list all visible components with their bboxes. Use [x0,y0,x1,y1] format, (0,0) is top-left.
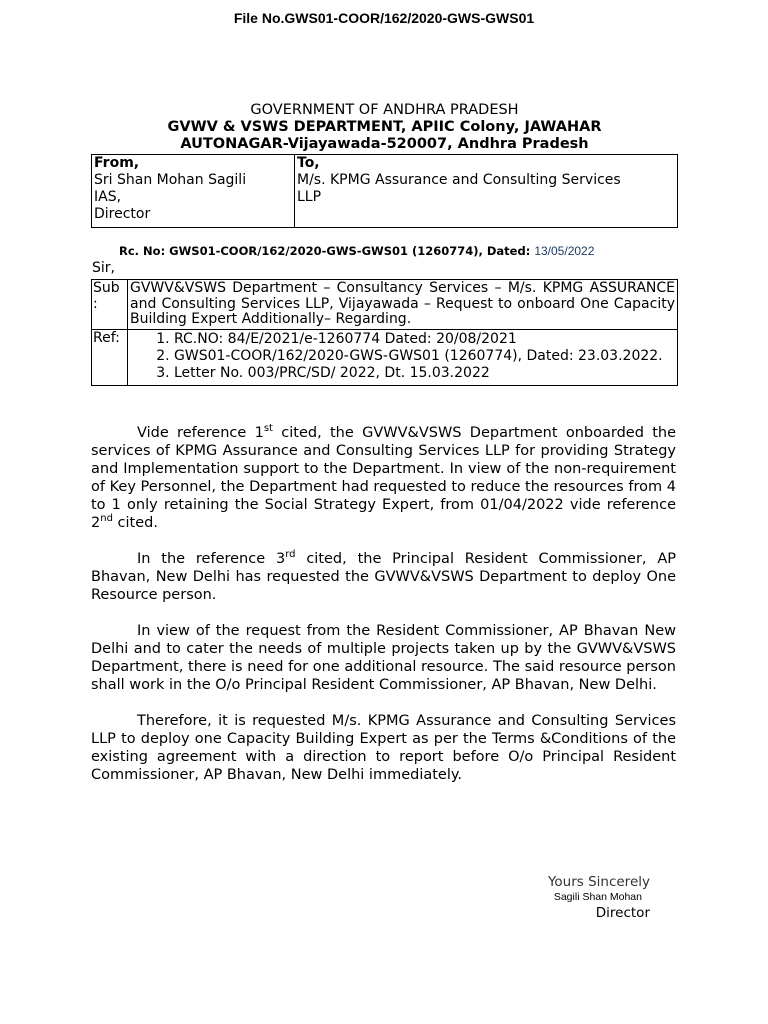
p2-text-a: In the reference 3 [137,551,286,567]
reference-list [174,331,675,382]
letter-body [91,424,676,802]
from-to-table [91,154,678,228]
p1-superscript-2: nd [100,513,113,524]
subject-label [92,280,128,330]
reference-list-cell [128,329,678,385]
subject-text: GVWV&VSWS Department – Consultancy Services – M/s. KPMG ASSURANCE and Consulting Services LLP, Vijayawada – Request to onboard One Capacity Building Expert Additionally– Regarding. [128,280,678,330]
rc-number: Rc. No: GWS01-COOR/162/2020-GWS-GWS01 (1260774), Dated: [119,244,531,258]
salutation: Sir, [92,260,115,276]
from-designation: Director [94,206,151,222]
subject-label-text: Sub : [93,280,120,312]
paragraph-3: In view of the request from the Resident Commissioner, AP Bhavan New Delhi and to cater the needs of multiple projects taken up by the GVWV&VSWS Department, there is need for one additional resource. The said resource person shall work in the O/o Principal Resident Commissioner, AP Bhavan, New Delhi. [91,623,676,693]
government-title: GOVERNMENT OF ANDHRA PRADESH [250,102,519,118]
letterhead [92,102,677,153]
reference-item: 1. RC.NO: 84/E/2021/e-1260774 Dated: 20/08/2021 [174,331,675,348]
to-line-2: LLP [297,189,322,205]
from-name-line-2: IAS, [94,189,122,205]
subject-reference-table [91,279,678,386]
rc-date: 13/05/2022 [534,244,595,258]
reference-item: 3. Letter No. 003/PRC/SD/ 2022, Dt. 15.03.2022 [174,365,675,382]
p1-text-c: cited. [112,515,158,531]
p2-text-b: cited, the Principal Resident Commissioner, AP Bhavan, New Delhi has requested the GVWV&VSWS Department to deploy One Resource person. [91,551,676,603]
department-line-1: GVWV & VSWS DEPARTMENT, APIIC Colony, JAWAHAR [167,119,602,135]
paragraph-4: Therefore, it is requested M/s. KPMG Assurance and Consulting Services LLP to deploy one Capacity Building Expert as per the Terms &Conditions of the existing agreement with a direction to report before O/o Principal Resident Commissioner, AP Bhavan, New Delhi immediately. [91,713,676,783]
reference-item: 2. GWS01-COOR/162/2020-GWS-GWS01 (1260774), Dated: 23.03.2022. [174,348,675,365]
to-heading: To, [297,155,320,171]
signatory-name: Sagili Shan Mohan [553,891,642,903]
signatory-designation: Director [595,905,650,921]
paragraph-2 [91,550,676,604]
p1-text-b: cited, the GVWV&VSWS Department onboarded the services of KPMG Assurance and Consulting Services LLP for providing Strategy and Implementation support to the Department. In view of the non-requirement of Key Personnel, the Department had requested to reduce the resources from 4 to 1 only retaining the Social Strategy Expert, from 01/04/2022 vide reference 2 [91,425,676,531]
department-line-2: AUTONAGAR-Vijayawada-520007, Andhra Pradesh [180,136,589,152]
from-heading: From, [94,155,140,171]
signature-block [520,874,650,921]
p2-superscript: rd [285,549,296,560]
paragraph-1 [91,424,676,532]
to-cell [295,155,678,228]
file-number: File No.GWS01-COOR/162/2020-GWS-GWS01 [233,10,535,26]
p1-superscript-1: st [263,423,273,434]
p1-text-a: Vide reference 1 [137,425,264,441]
reference-number-line [119,244,594,258]
closing: Yours Sincerely [547,874,650,890]
from-cell [92,155,295,228]
reference-label: Ref: [92,329,128,385]
to-line-1: M/s. KPMG Assurance and Consulting Services [297,172,621,188]
from-name-line-1: Sri Shan Mohan Sagili [94,172,247,188]
